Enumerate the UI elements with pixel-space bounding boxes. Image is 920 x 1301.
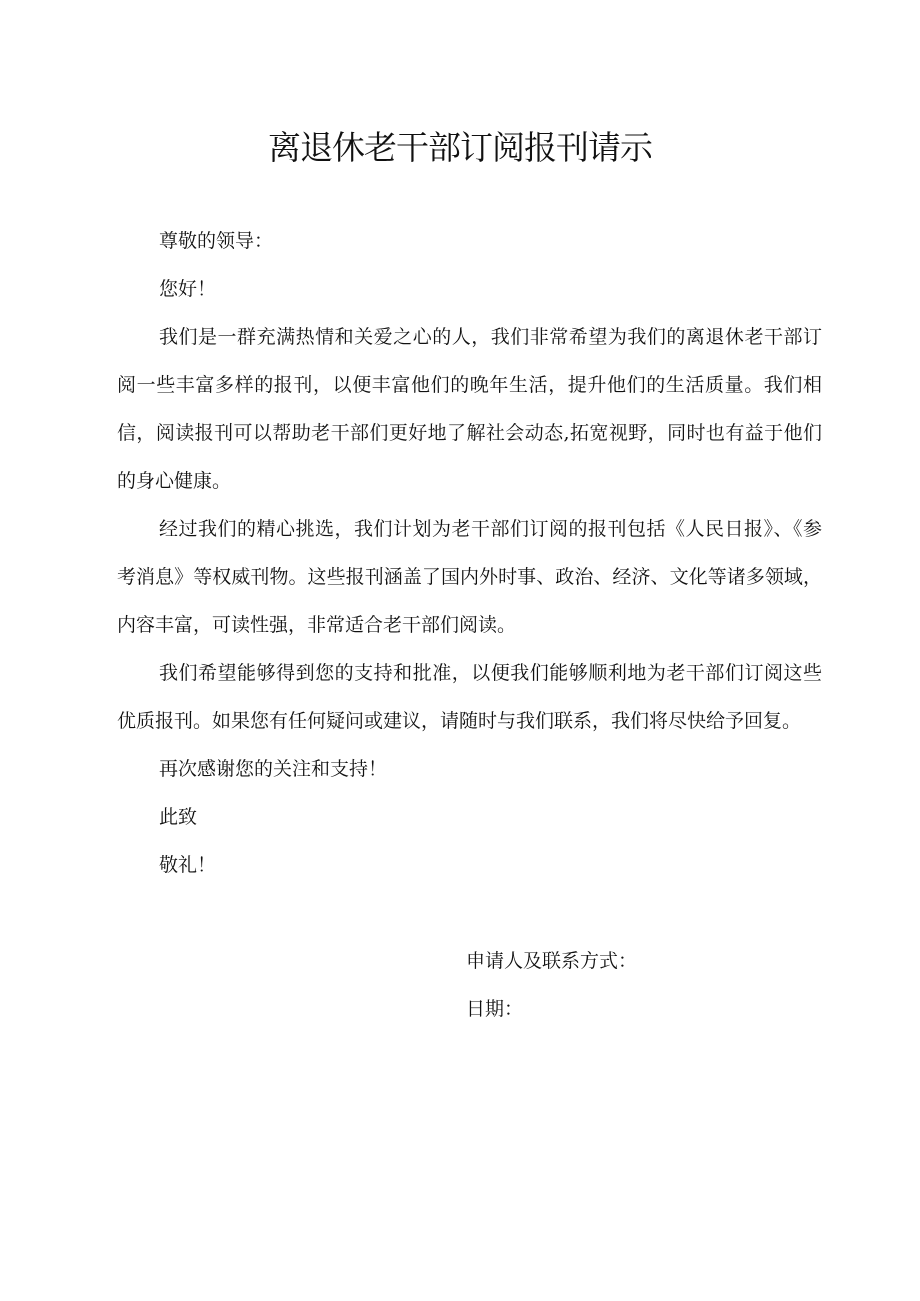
- salutation: 尊敬的领导：: [159, 230, 274, 252]
- applicant-label: 申请人及联系方式：: [466, 950, 638, 972]
- body-paragraph: 经过我们的精心挑选，我们计划为老干部们订阅的报刊包括《人民日报》、《参考消息》等权威刊物。这些报刊涵盖了国内外时事、政治、经济、文化等诸多领域，内容丰富，可读性强，非常适合老干部们阅读。: [117, 518, 822, 636]
- date-label: 日期：: [466, 998, 524, 1020]
- closing-line: 此致: [159, 806, 198, 828]
- closing-line: 敬礼！: [159, 854, 217, 876]
- signature-block: [466, 937, 637, 1033]
- thanks-line: 再次感谢您的关注和支持！: [159, 758, 388, 780]
- greeting: 您好！: [159, 278, 217, 300]
- document-title: 离退休老干部订阅报刊请示: [268, 128, 652, 167]
- body-paragraph: 我们希望能够得到您的支持和批准，以便我们能够顺利地为老干部们订阅这些优质报刊。如果您有任何疑问或建议，请随时与我们联系，我们将尽快给予回复。: [117, 662, 822, 732]
- letter-body: [117, 217, 822, 889]
- body-paragraph: 我们是一群充满热情和关爱之心的人，我们非常希望为我们的离退休老干部订阅一些丰富多样的报刊，以便丰富他们的晚年生活，提升他们的生活质量。我们相信，阅读报刊可以帮助老干部们更好地了解社会动态,拓宽视野，同时也有益于他们的身心健康。: [117, 326, 822, 492]
